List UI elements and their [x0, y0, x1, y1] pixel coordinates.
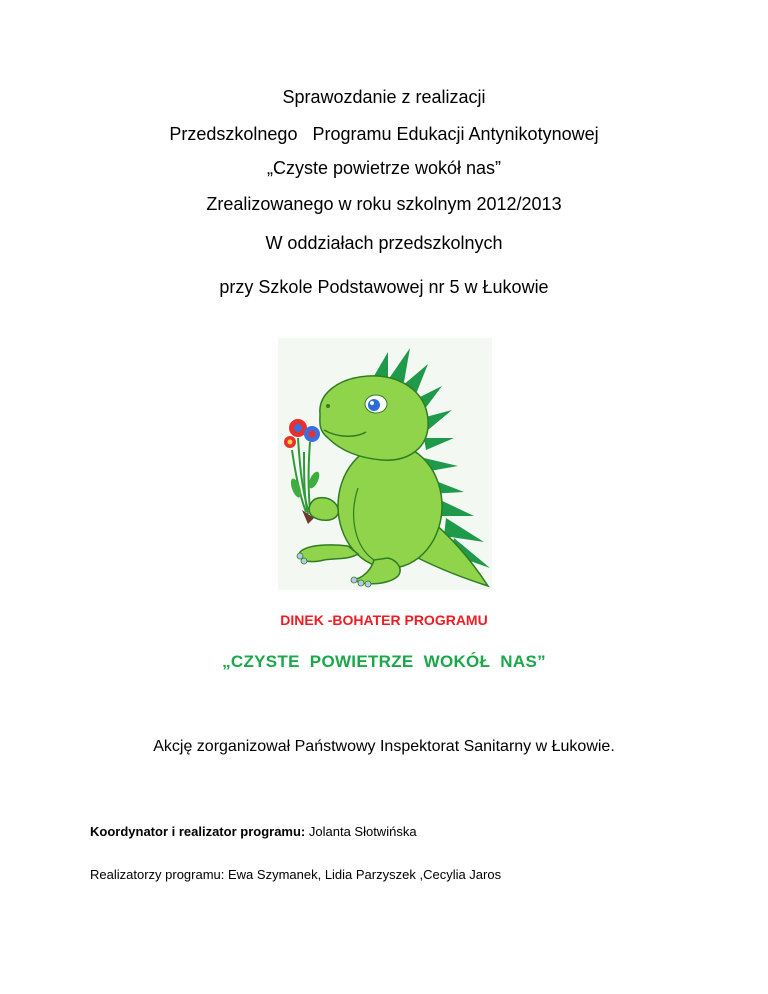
report-title-line-3: „Czyste powietrze wokół nas” [266, 158, 502, 178]
hero-caption: DINEK -BOHATER PROGRAMU [280, 612, 488, 628]
dinosaur-mascot-svg [278, 338, 492, 590]
program-slogan: „CZYSTE POWIETRZE WOKÓŁ NAS” [222, 652, 546, 671]
flower-blue-icon [304, 426, 320, 442]
report-title-line-5: W oddziałach przedszkolnych [265, 233, 503, 253]
report-title-line-4: Zrealizowanego w roku szkolnym 2012/2013 [206, 194, 562, 214]
realizers-line: Realizatorzy programu: Ewa Szymanek, Lidia Parzyszek ,Cecylia Jaros [90, 867, 502, 882]
organizer-statement: Akcję zorganizował Państwowy Inspektorat Sanitarny w Łukowie. [153, 738, 615, 755]
dinosaur-head [320, 376, 428, 460]
flower-small-icon [284, 436, 296, 448]
report-title-line-6: przy Szkole Podstawowej nr 5 w Łukowie [219, 277, 549, 297]
flower-stems [292, 438, 310, 514]
eye-highlight [370, 401, 374, 405]
dinosaur-leg-back [352, 558, 400, 584]
report-title-line-2: Przedszkolnego Programu Edukacji Antynikotynowej [169, 124, 599, 144]
report-title-line-1: Sprawozdanie z realizacji [282, 87, 486, 107]
coordinator-line [90, 824, 417, 839]
dinosaur-mascot-illustration [278, 338, 492, 590]
dinosaur-hand [309, 498, 338, 521]
nostril-icon [326, 404, 330, 408]
dinosaur-eye-iris [368, 399, 380, 411]
dinosaur-leg-front [299, 545, 358, 562]
coordinator-label: Koordynator i realizator programu: [90, 824, 306, 839]
coordinator-name: Jolanta Słotwińska [308, 824, 417, 839]
